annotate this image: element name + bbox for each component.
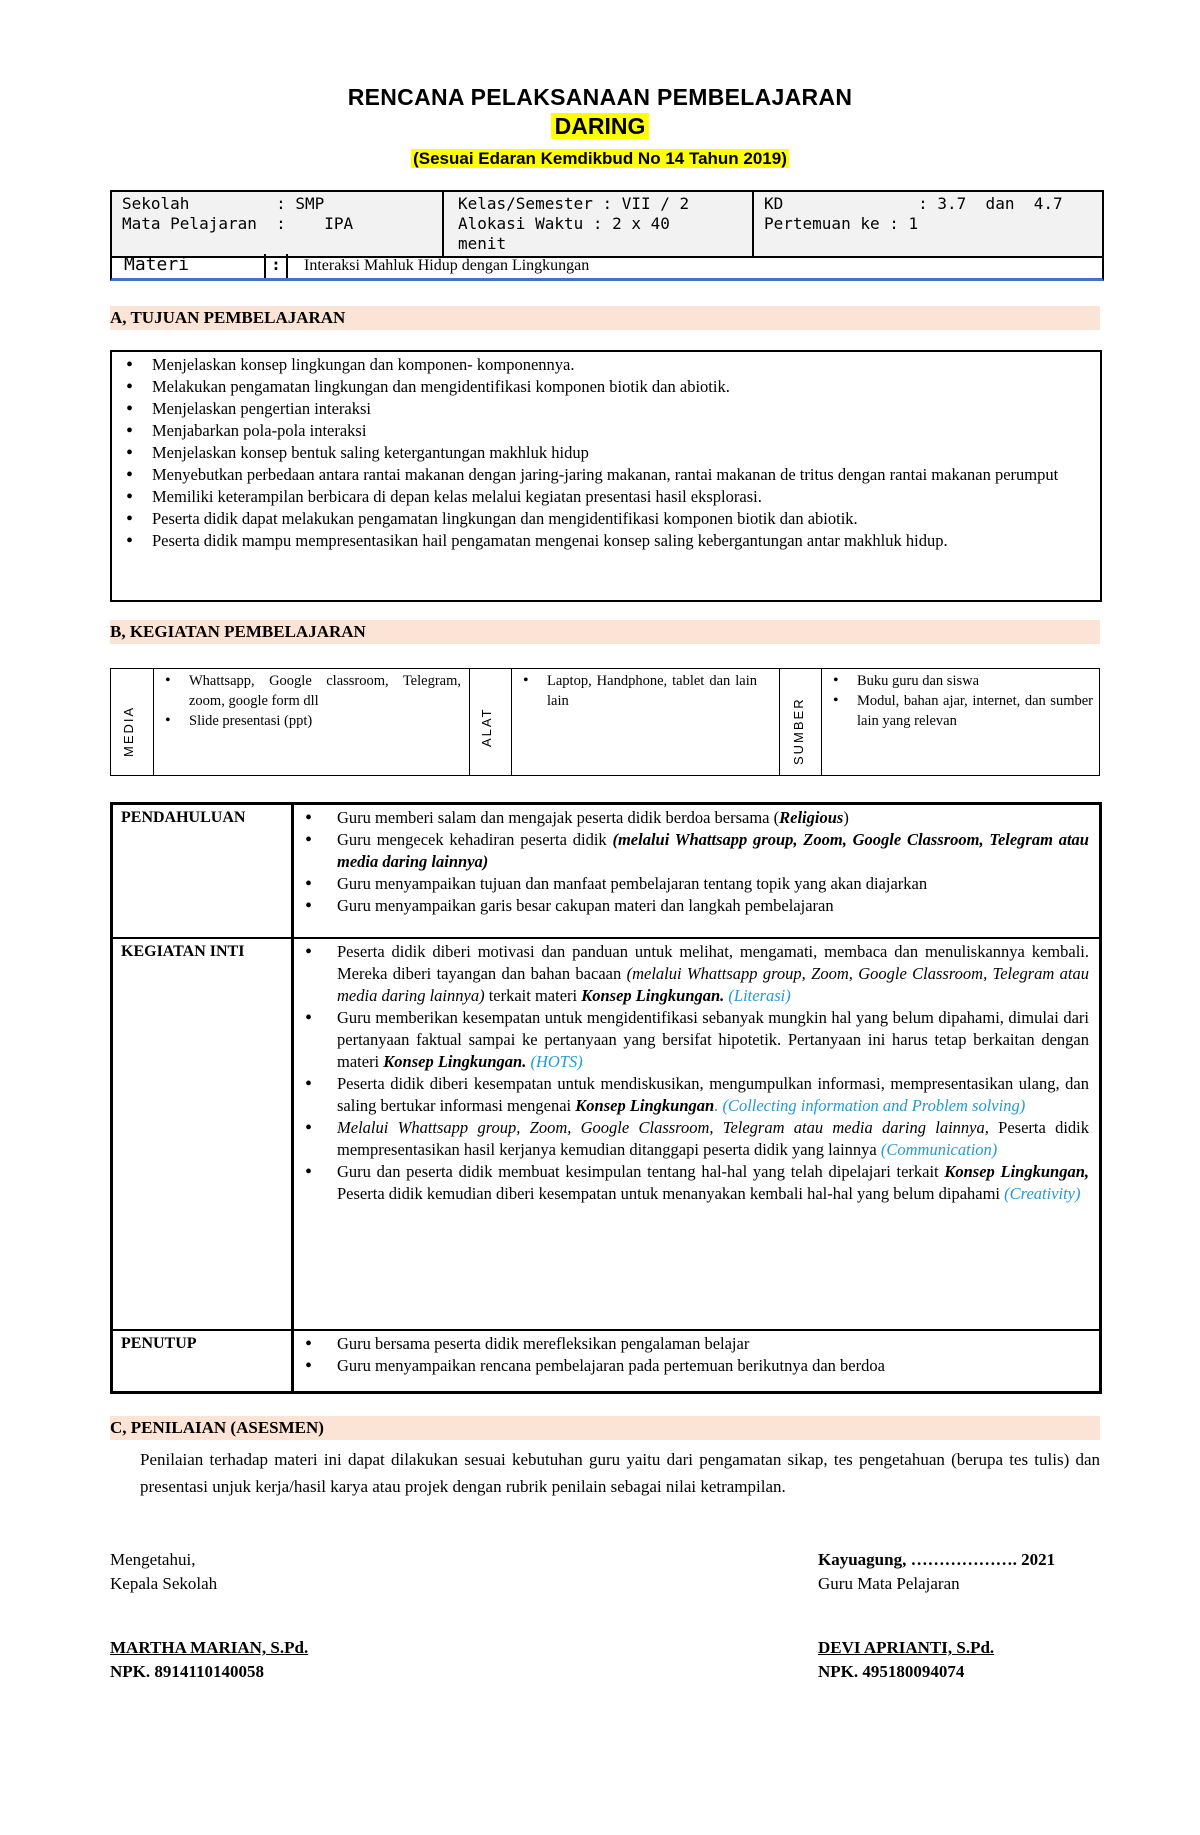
alat-list: [517, 671, 757, 711]
section-c-heading: C, PENILAIAN (ASESMEN): [110, 1416, 1100, 1440]
list-item: • Peserta didik diberi kesempatan untuk mendiskusikan, mengumpulkan informasi, mempresentasikan ulang, dan saling bertukar informasi mengenai Konsep Lingkungan. (Collecting information and Problem solving): [301, 1073, 1089, 1117]
list-item: • Guru menyampaikan tujuan dan manfaat pembelajaran tentang topik yang akan diajarkan: [301, 873, 1089, 895]
kd-field: KD : 3.7 dan 4.7: [764, 194, 1063, 213]
section-a-heading: A, TUJUAN PEMBELAJARAN: [110, 306, 1100, 330]
section-b-heading: B, KEGIATAN PEMBELAJARAN: [110, 620, 1100, 644]
list-item: • Guru mengecek kehadiran peserta didik (melalui Whattsapp group, Zoom, Google Classroom, Telegram atau media daring lainnya): [301, 829, 1089, 873]
left-line-1: Mengetahui,: [110, 1550, 196, 1569]
title-line-2: DARING: [551, 113, 650, 139]
list-item: • Menjelaskan konsep bentuk saling ketergantungan makhluk hidup: [112, 442, 1090, 464]
list-item: • Melalui Whattsapp group, Zoom, Google Classroom, Telegram atau media daring lainnya, Peserta didik mempresentasikan hasil kerjanya kemudian ditanggapi peserta didik yang lainnya (Communication): [301, 1117, 1089, 1161]
list-item: • Guru memberikan kesempatan untuk mengidentifikasi sebanyak mungkin hal yang belum dipahami, dimulai dari pertanyaan faktual sampai ke pertanyaan yang bersifat hipotetik. Pertanyaan ini harus tetap berkaitan dengan materi Konsep Lingkungan. (HOTS): [301, 1007, 1089, 1073]
list-item: • Peserta didik mampu mempresentasikan hail pengamatan mengenai konsep saling kebergantungan antar makhluk hidup.: [112, 530, 1090, 552]
mapel-field: Mata Pelajaran : IPA: [122, 214, 354, 233]
resources-table: [110, 668, 1100, 776]
list-item: • Melakukan pengamatan lingkungan dan mengidentifikasi komponen biotik dan abiotik.: [112, 376, 1090, 398]
media-label: MEDIA: [121, 705, 136, 757]
title-line-1: RENCANA PELAKSANAAN PEMBELAJARAN: [347, 84, 853, 110]
list-item: • Buku guru dan siswa: [827, 671, 1093, 691]
pendahuluan-row: [113, 805, 1099, 939]
penutup-list: [301, 1333, 1089, 1377]
sumber-label: SUMBER: [791, 697, 806, 765]
list-item: • Guru dan peserta didik membuat kesimpulan tentang hal-hal yang telah dipelajari terkait Konsep Lingkungan, Peserta didik kemudian diberi kesempatan untuk menanyakan kembali hal-hal yang belum dipahami (Creativity): [301, 1161, 1089, 1205]
sekolah-field: Sekolah : SMP: [122, 194, 325, 213]
left-line-2: Kepala Sekolah: [110, 1574, 218, 1593]
list-item: • Modul, bahan ajar, internet, dan sumber lain yang relevan: [827, 691, 1093, 731]
list-item: • Laptop, Handphone, tablet dan lain lain: [517, 671, 757, 711]
pendahuluan-label: PENDAHULUAN: [121, 809, 246, 826]
alokasi-unit: menit: [458, 234, 507, 253]
materi-value: Interaksi Mahluk Hidup dengan Lingkungan: [304, 257, 590, 274]
kelas-field: Kelas/Semester : VII / 2: [458, 194, 690, 213]
materi-row: [110, 254, 1104, 281]
list-item: • Guru menyampaikan rencana pembelajaran pada pertemuan berikutnya dan berdoa: [301, 1355, 1089, 1377]
penutup-row: [113, 1331, 1099, 1391]
list-item: • Menjelaskan pengertian interaksi: [112, 398, 1090, 420]
title-line-3: (Sesuai Edaran Kemdikbud No 14 Tahun 2019): [413, 149, 787, 168]
left-name: MARTHA MARIAN, S.Pd.: [110, 1638, 309, 1657]
left-npk: NPK. 8914110140058: [110, 1662, 264, 1681]
list-item: • Peserta didik diberi motivasi dan panduan untuk melihat, mengamati, membaca dan menuliskannya kembali. Mereka diberi tayangan dan bahan bacaan (melalui Whattsapp group, Zoom, Google Classroom, Telegram atau media daring lainnya) terkait materi Konsep Lingkungan. (Literasi): [301, 941, 1089, 1007]
penilaian-text: Penilaian terhadap materi ini dapat dilakukan sesuai kebutuhan guru yaitu dari pengamatan sikap, tes pengetahuan (berupa tes tulis) dan presentasi unjuk kerja/hasil karya atau projek dengan rubrik penilain sebagai nilai ketrampilan.: [140, 1450, 1100, 1496]
alokasi-field: Alokasi Waktu : 2 x 40: [458, 214, 670, 233]
kegiatan-inti-row: [113, 939, 1099, 1331]
penutup-label: PENUTUP: [121, 1335, 197, 1352]
list-item: • Guru memberi salam dan mengajak peserta didik berdoa bersama (Religious): [301, 807, 1089, 829]
document-title: [0, 82, 1200, 172]
pendahuluan-list: [301, 807, 1089, 917]
tujuan-list: [112, 354, 1090, 552]
signature-right: [818, 1548, 1055, 1684]
alat-label: ALAT: [479, 707, 494, 747]
list-item: • Menjelaskan konsep lingkungan dan komponen- komponennya.: [112, 354, 1090, 376]
kegiatan-inti-label: KEGIATAN INTI: [121, 943, 245, 960]
list-item: • Menyebutkan perbedaan antara rantai makanan dengan jaring-jaring makanan, rantai makanan de tritus dengan rantai makanan perumput: [112, 464, 1090, 486]
list-item: • Guru bersama peserta didik merefleksikan pengalaman belajar: [301, 1333, 1089, 1355]
right-npk: NPK. 495180094074: [818, 1662, 965, 1681]
identity-box: [110, 190, 1104, 258]
right-line-2: Guru Mata Pelajaran: [818, 1574, 960, 1593]
activities-table: [110, 802, 1102, 1394]
list-item: • Peserta didik dapat melakukan pengamatan lingkungan dan mengidentifikasi komponen biotik dan abiotik.: [112, 508, 1090, 530]
list-item: • Whattsapp, Google classroom, Telegram, zoom, google form dll: [159, 671, 461, 711]
list-item: • Menjabarkan pola-pola interaksi: [112, 420, 1090, 442]
right-line-1: Kayuagung, ………………. 2021: [818, 1550, 1056, 1569]
sumber-list: [827, 671, 1093, 731]
kegiatan-inti-list: [301, 941, 1089, 1205]
signature-left: [110, 1548, 308, 1684]
pertemuan-field: Pertemuan ke : 1: [764, 214, 919, 233]
list-item: • Slide presentasi (ppt): [159, 711, 461, 731]
media-list: [159, 671, 461, 731]
list-item: • Memiliki keterampilan berbicara di depan kelas melalui kegiatan presentasi hasil eksplorasi.: [112, 486, 1090, 508]
materi-colon: :: [264, 254, 288, 278]
materi-label: Materi: [124, 254, 190, 275]
right-name: DEVI APRIANTI, S.Pd.: [818, 1638, 995, 1657]
tujuan-box: [110, 350, 1102, 602]
list-item: • Guru menyampaikan garis besar cakupan materi dan langkah pembelajaran: [301, 895, 1089, 917]
